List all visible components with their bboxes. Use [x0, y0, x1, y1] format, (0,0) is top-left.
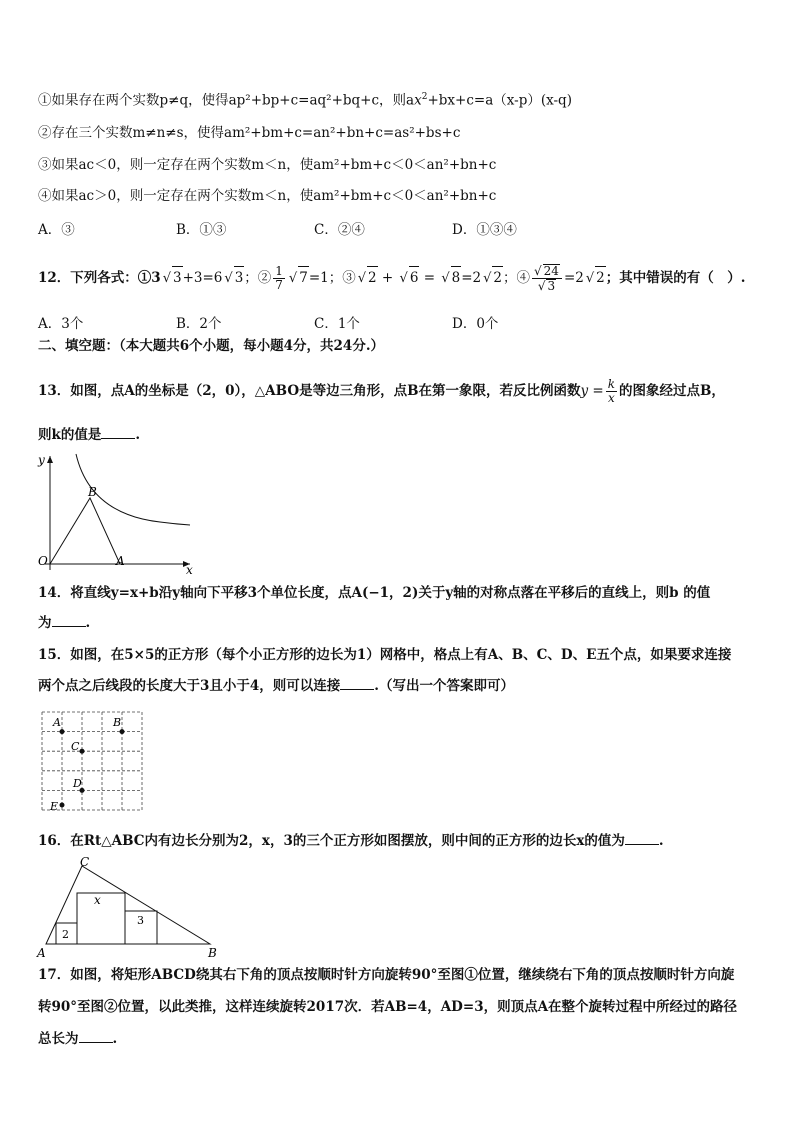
q15-label-a: A	[53, 716, 61, 729]
q16-label-x: x	[94, 893, 101, 907]
q17-line-3-text: 总长为	[38, 1031, 79, 1047]
q16-square-x	[77, 893, 125, 944]
q14-answer-blank[interactable]	[52, 614, 86, 627]
q13-label-o: O	[38, 554, 48, 568]
q11-item-4: ④如果ac＞0，则一定存在两个实数m＜n，使am²+bm+c＜0＜an²+bn+c	[38, 188, 497, 204]
q12-e2-radicand: 7	[298, 266, 309, 289]
q16-label-2: 2	[62, 928, 69, 941]
q12-lead: 12．下列各式：①3	[38, 270, 161, 286]
q12-e4-den-radicand: 3	[547, 279, 556, 293]
q12-e4-den: √ 3	[537, 279, 556, 293]
q12-option-a[interactable]: A．3个	[38, 316, 84, 332]
q13-label-b: B	[88, 485, 97, 499]
q15-point-c	[80, 749, 85, 754]
q12-option-c[interactable]: C．1个	[314, 316, 360, 332]
q12-e1-text: +3=6	[182, 270, 223, 286]
q11-item-1-sup: 2	[421, 92, 428, 102]
q11-item-1	[38, 88, 572, 110]
q12-sep1: ；②	[244, 270, 272, 286]
q13-y-arrow	[47, 456, 53, 463]
q12-e3-plus: +	[377, 270, 398, 286]
q12-e3-radicand-e: 2	[492, 266, 503, 289]
q12-e3-text: =2	[461, 270, 482, 286]
q12-e3-radicand-c: 8	[451, 266, 462, 289]
q15-label-d: D	[73, 777, 82, 790]
q12-e2-text: =1；③	[308, 270, 356, 286]
q17-line-3	[38, 1030, 117, 1048]
q13-figure	[30, 450, 200, 575]
q12-option-d[interactable]: D．0个	[452, 316, 499, 332]
q14-line-1: 14．将直线y=x+b沿y轴向下平移3个单位长度，点A(−1，2)关于y轴的对称点落在平移后的直线上，则b 的值	[38, 585, 711, 601]
q13-x: x	[607, 391, 615, 405]
q11-item-1-x: x	[414, 92, 422, 109]
q15-point-e	[60, 803, 65, 808]
q13-answer-blank[interactable]	[101, 426, 135, 439]
q17-line-3-end: .	[112, 1031, 118, 1047]
q15-point-b	[120, 729, 125, 734]
q12-e4-fraction	[532, 264, 562, 293]
q11-option-c[interactable]: C．②④	[314, 222, 365, 238]
q12-e4-text: =2	[563, 270, 584, 286]
q13-line-2	[38, 426, 140, 444]
q14-line-2	[38, 614, 90, 632]
q16-label-3: 3	[137, 914, 144, 927]
q12-fraction	[273, 265, 285, 292]
q12-e4-num-radicand: 24	[543, 264, 559, 278]
q15-line-1: 15．如图，在5×5的正方形（每个小正方形的边长为1）网格中，格点上有A、B、C、D、E五个点，如果要求连接	[38, 647, 732, 663]
q11-item-1-text-b: +bx+c=a（x-p）(x-q)	[427, 92, 572, 109]
q11-option-d[interactable]: D．①③④	[452, 222, 517, 238]
q12-stem: 12．下列各式：①3 √ 3+3=6 √ 3；② $\frac{1}{7}$ √ 7=1；③ √ 2 + √ 6 = √ 8=2 √ 2；④ $\frac{√ 24}{√ 3}$ =2 √ 2；其中错误的有（ ）.	[38, 264, 746, 293]
q12-options	[38, 312, 738, 330]
q15-label-c: C	[71, 740, 80, 753]
q16-triangle	[46, 866, 210, 944]
q14-line-2-end: .	[85, 615, 91, 631]
q13-k-over-x	[606, 378, 617, 405]
q16-line-1-end: .	[658, 833, 664, 849]
q12-e1-radicand-a: 3	[172, 266, 183, 289]
q13-label-x: x	[186, 563, 193, 575]
q16-label-a: A	[37, 946, 46, 960]
q12-e3-radicand-b: 6	[409, 266, 420, 289]
q11-option-b[interactable]: B．①③	[176, 222, 227, 238]
q17-line-2: 转90°至图②位置，以此类推，这样连续旋转2017次．若AB=4，AD=3，则顶点A在整个旋转过程中所经过的路径	[38, 999, 738, 1015]
q13-line-2-text: 则k的值是	[38, 427, 102, 443]
q16-answer-blank[interactable]	[625, 832, 659, 845]
q13-line-1-b: 的图象经过点B，	[619, 383, 725, 399]
q13-line-2-end: .	[135, 427, 141, 443]
q12-e3-eq: =	[419, 270, 440, 286]
q13-line-1	[38, 378, 725, 405]
q12-e4-radicand: 2	[595, 266, 606, 289]
q13-y-eq: y =	[580, 383, 604, 399]
q15-line-2-text: 两个点之后线段的长度大于3且小于4，则可以连接	[38, 678, 341, 694]
q15-label-b: B	[113, 716, 122, 729]
q13-triangle	[50, 498, 120, 564]
q15-answer-blank[interactable]	[340, 677, 374, 690]
q11-option-a[interactable]: A．③	[38, 222, 75, 238]
q12-e3-radicand-a: 2	[367, 266, 378, 289]
q11-item-1-text-a: ①如果存在两个实数p≠q，使得ap²+bp+c=aq²+bq+c，则a	[38, 92, 415, 109]
q14-line-2-text: 为	[38, 615, 52, 631]
q16-label-b: B	[208, 946, 217, 960]
q16-figure	[34, 854, 220, 960]
q17-answer-blank[interactable]	[79, 1030, 113, 1043]
q15-grid-figure	[38, 710, 144, 812]
q16-line-1-text: 16．在Rt△ABC内有边长分别为2，x，3的三个正方形如图摆放，则中间的正方形的边长x的值为	[38, 833, 625, 849]
q12-e1-radicand-c: 3	[234, 266, 245, 289]
q15-line-2-end: .（写出一个答案即可）	[374, 678, 514, 694]
q11-item-3: ③如果ac＜0，则一定存在两个实数m＜n，使am²+bm+c＜0＜an²+bn+c	[38, 157, 497, 173]
q16-label-c: C	[80, 855, 90, 869]
q13-k: k	[607, 377, 615, 391]
q15-line-2	[38, 677, 514, 695]
q12-frac-den: 7	[275, 278, 283, 292]
q11-item-2: ②存在三个实数m≠n≠s，使得am²+bm+c=an²+bn+c=as²+bs+c	[38, 125, 461, 141]
q12-frac-num: 1	[275, 264, 283, 278]
q13-line-1-a: 13．如图，点A的坐标是（2，0），△ABO是等边三角形，点B在第一象限，若反比例函数	[38, 383, 581, 399]
q15-label-e: E	[50, 800, 59, 812]
q13-label-a: A	[116, 554, 125, 568]
q11-options	[38, 218, 738, 236]
q15-point-a	[60, 729, 65, 734]
q12-tail: ；其中错误的有（ ）.	[605, 270, 746, 286]
q17-line-1: 17．如图，将矩形ABCD绕其右下角的顶点按顺时针方向旋转90°至图①位置，继续绕右下角的顶点按顺时针方向旋	[38, 967, 735, 983]
q12-e4-num: √ 24	[532, 264, 562, 279]
q12-sep3: ；④	[503, 270, 530, 286]
q16-line-1	[38, 832, 664, 850]
section-2-heading: 二、填空题：（本大题共6个小题，每小题4分，共24分.）	[38, 338, 385, 354]
q12-option-b[interactable]: B．2个	[176, 316, 222, 332]
q13-label-y: y	[38, 453, 45, 467]
